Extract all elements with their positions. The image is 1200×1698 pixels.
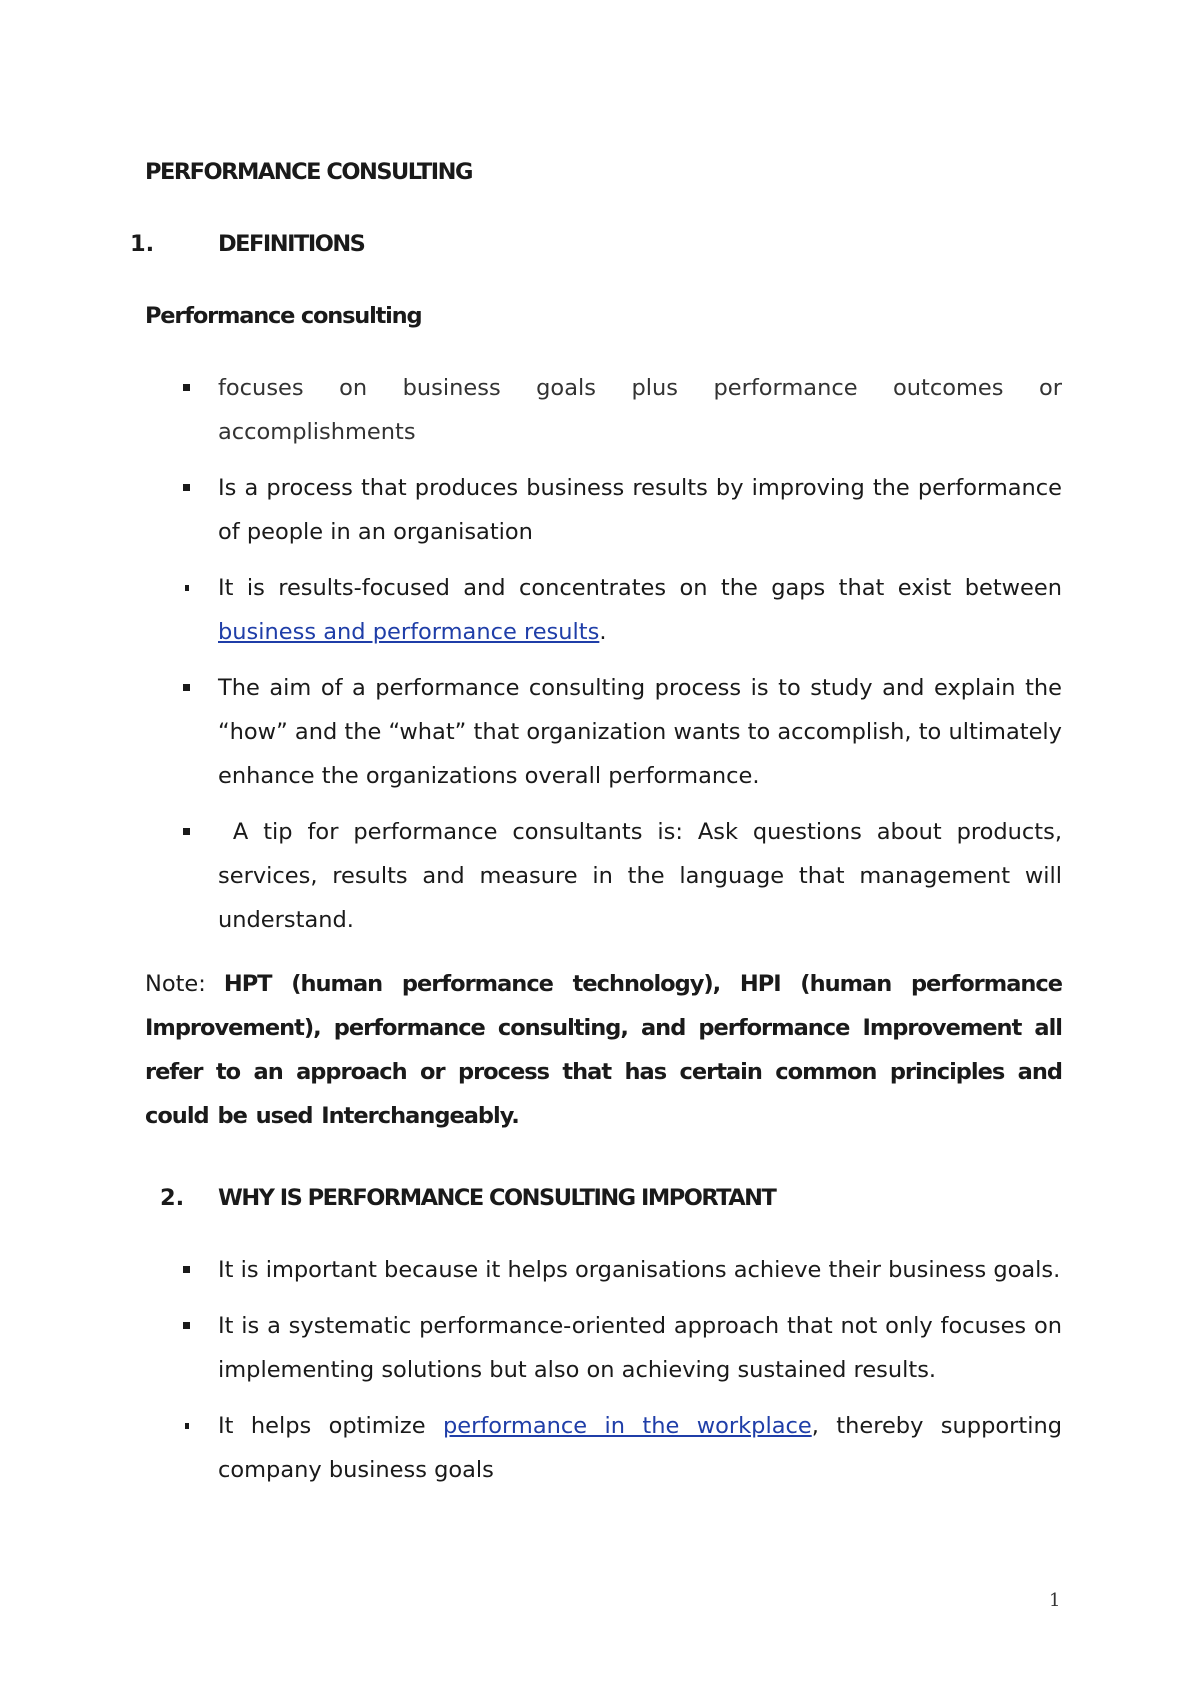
subheading-performance-consulting: Performance consulting <box>145 303 422 329</box>
square-bullet-icon <box>185 585 189 591</box>
square-bullet-icon <box>183 384 190 391</box>
list-item-text-after-link: , thereby supporting company business goals <box>218 1413 1062 1483</box>
list-item-text-before-link: It is results-focused and concentrates on the gaps that exist between <box>218 575 1062 601</box>
square-bullet-icon <box>183 1266 190 1273</box>
note-body: HPT (human performance technology), HPI (human performance Improvement), performance consulting, and performance Improvement all refer to an approach or process that has certain common principles and could be used Interchangeably. <box>145 971 1062 1129</box>
list-item-text: focuses on business goals plus performance outcomes or accomplishments <box>218 375 1062 445</box>
performance-in-the-workplace-link[interactable]: performance in the workplace <box>442 1413 812 1439</box>
section-1-title: DEFINITIONS <box>218 231 365 257</box>
business-and-performance-results-link[interactable]: business and performance results <box>218 619 600 645</box>
list-item <box>145 1248 1062 1292</box>
list-item-text: Is a process that produces business results by improving the performance of people in an organisation <box>218 475 1062 545</box>
list-item-text: A tip for performance consultants is: Ask questions about products, services, results and measure in the language that management will understand. <box>218 819 1070 933</box>
square-bullet-icon <box>183 484 190 491</box>
section-2-title: WHY IS PERFORMANCE CONSULTING IMPORTANT <box>218 1185 776 1211</box>
list-item-text: It is important because it helps organisations achieve their business goals. <box>218 1257 1061 1283</box>
document-title: PERFORMANCE CONSULTING <box>145 159 472 185</box>
list-item <box>145 1404 1062 1492</box>
square-bullet-icon <box>183 828 190 835</box>
list-item <box>145 366 1062 454</box>
importance-bullet-list <box>145 1248 1062 1492</box>
section-1-heading <box>130 222 1062 266</box>
section-2-heading <box>145 1176 1062 1220</box>
section-2-number: 2. <box>160 1185 185 1211</box>
page-number: 1 <box>1049 1590 1061 1611</box>
definitions-bullet-list <box>145 366 1070 942</box>
note-label: Note: <box>145 971 224 997</box>
list-item-text: It is a systematic performance-oriented approach that not only focuses on implementing solutions but also on achieving sustained results. <box>218 1313 1062 1383</box>
list-item-text: The aim of a performance consulting process is to study and explain the “how” and the “what” that organization wants to accomplish, to ultimately enhance the organizations overall performance. <box>218 675 1062 789</box>
list-item <box>145 566 1062 654</box>
list-item <box>145 666 1062 798</box>
square-bullet-icon <box>183 684 190 691</box>
list-item-text-after-link: . <box>599 619 607 645</box>
section-1-number: 1. <box>130 231 155 257</box>
square-bullet-icon <box>185 1423 189 1429</box>
list-item-text-before-link: It helps optimize <box>218 1413 443 1439</box>
square-bullet-icon <box>183 1322 190 1329</box>
list-item <box>145 810 1070 942</box>
list-item <box>145 466 1062 554</box>
list-item <box>145 1304 1062 1392</box>
document-body <box>130 150 1070 1504</box>
note-paragraph <box>145 962 1062 1138</box>
